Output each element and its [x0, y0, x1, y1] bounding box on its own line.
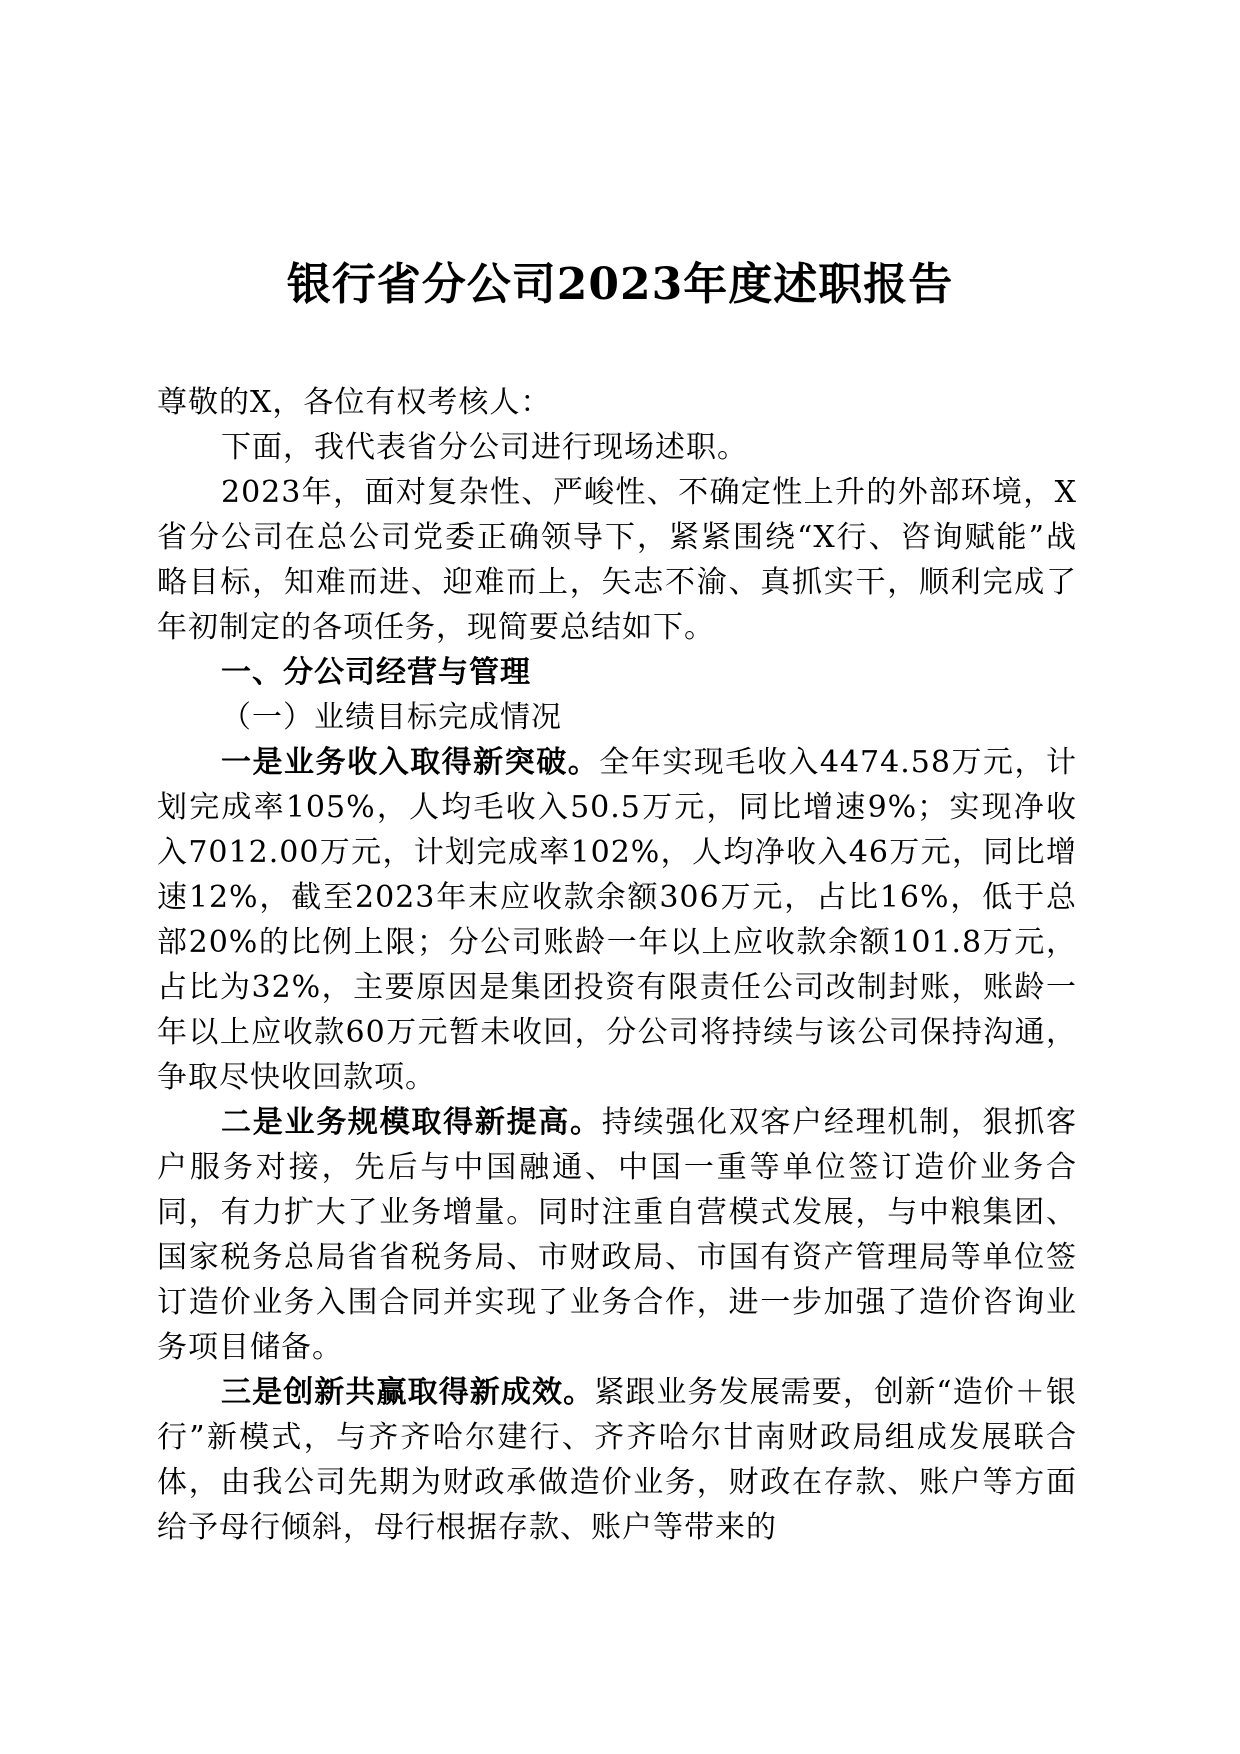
item-paragraph-1: [157, 740, 1077, 1100]
item-text-3: 紧跟业务发展需要，创新“造价＋银行”新模式，与齐齐哈尔建行、齐齐哈尔甘南财政局组成发展联合体，由我公司先期为财政承做造价业务，财政在存款、账户等方面给予母行倾斜，母行根据存款、账户等带来的: [157, 1375, 1077, 1545]
salutation: 尊敬的X，各位有权考核人：: [157, 385, 552, 420]
item-text-2: 持续强化双客户经理机制，狠抓客户服务对接，先后与中国融通、中国一重等单位签订造价业务合同，有力扩大了业务增量。同时注重自营模式发展，与中粮集团、国家税务总局省省税务局、市财政局、市国有资产管理局等单位签订造价业务入围合同并实现了业务合作，进一步加强了造价咨询业务项目储备。: [157, 1105, 1078, 1365]
item-paragraph-2: [157, 1100, 1077, 1370]
document-body: [157, 380, 1077, 1550]
item-text-1: 全年实现毛收入4474.58万元，计划完成率105%，人均毛收入50.5万元，同比增速9%；实现净收入7012.00万元，计划完成率102%，人均净收入46万元，同比增速12%，截至2023年末应收款余额306万元，占比16%，低于总部20%的比例上限；分公司账龄一年以上应收款余额101.8万元，占比为32%，主要原因是集团投资有限责任公司改制封账，账龄一年以上应收款60万元暂未收回，分公司将持续与该公司保持沟通，争取尽快收回款项。: [157, 745, 1078, 1095]
item-lead-3: 三是创新共赢取得新成效。: [221, 1375, 595, 1410]
intro-paragraph: 下面，我代表省分公司进行现场述职。: [221, 430, 748, 465]
subsection-heading: （一）业绩目标完成情况: [221, 700, 562, 735]
overview-paragraph: 2023年，面对复杂性、严峻性、不确定性上升的外部环境，X省分公司在总公司党委正确领导下，紧紧围绕“X行、咨询赋能”战略目标，知难而进、迎难而上，矢志不渝、真抓实干，顺利完成了年初制定的各项任务，现简要总结如下。: [157, 475, 1077, 645]
section-heading: 一、分公司经营与管理: [221, 655, 531, 690]
item-lead-1: 一是业务收入取得新突破。: [221, 745, 600, 780]
item-paragraph-3: [157, 1370, 1077, 1550]
item-lead-2: 二是业务规模取得新提高。: [221, 1105, 602, 1140]
document-title: 银行省分公司2023年度述职报告: [286, 259, 954, 310]
